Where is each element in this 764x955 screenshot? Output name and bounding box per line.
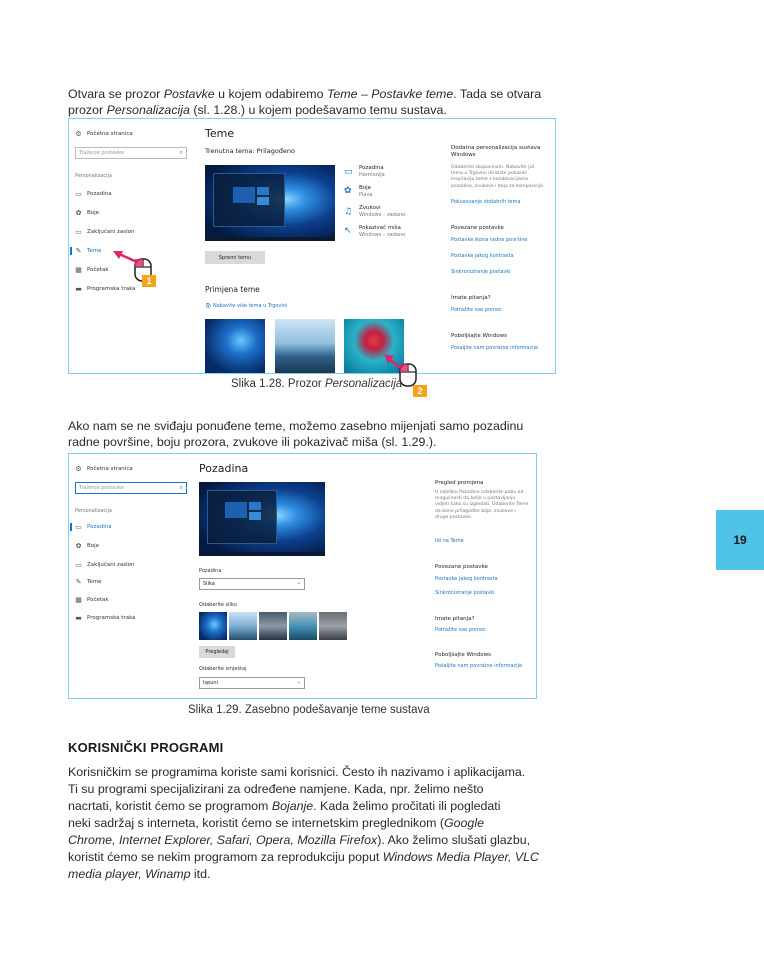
preview-title: Pregled promjena — [435, 480, 484, 486]
sidebar-item-background[interactable] — [75, 191, 112, 197]
preview-text: U odjeljku Pozadine odaberite pobu od mogućnosti da bolje u postavljanju vidjeti kako su izgledati. Odaberite Teme da bone prilagodite boje, zvukove i druge postavke. — [435, 490, 529, 520]
text-span: Windows Media Player, VLC — [382, 850, 539, 864]
sidebar-item-themes[interactable] — [75, 248, 102, 254]
question-title: Imate pitanja? — [435, 616, 475, 622]
more-themes-right-link[interactable]: Pokusovanje dodatnih tema — [451, 199, 521, 205]
sidebar-item-background[interactable] — [75, 524, 112, 530]
text-line: radne površine, boju prozora, zvukove ili pokazivač miša (sl. 1.29.). — [68, 435, 437, 449]
figure-1-caption — [231, 378, 402, 390]
search-icon: ⌕ — [179, 149, 183, 156]
caption-text: Slika 1.28. Prozor — [231, 378, 325, 390]
sidebar-item-label: Pozadina — [87, 524, 112, 530]
picture-thumbnail-5[interactable] — [319, 612, 347, 640]
text-line: Korisničkim se programima koriste sami korisnici. Često ih nazivamo i aplikacijama. — [68, 765, 526, 779]
related-settings-title: Povezane postavke — [435, 564, 488, 570]
improve-title: Poboljšajte Windows — [451, 333, 508, 339]
caption-text: Personalizacija — [324, 378, 403, 390]
option-sounds-value: Windows – zadano — [359, 212, 406, 218]
go-to-themes-link[interactable]: Idi na Teme — [435, 538, 464, 544]
sidebar-section-label: Personalizacija — [75, 173, 112, 179]
search-icon: ⌕ — [179, 484, 183, 491]
text-span: Bojanje — [271, 799, 314, 813]
improve-title: Poboljšajte Windows — [435, 652, 492, 658]
picture-thumbnail-1[interactable] — [199, 612, 227, 640]
lockscreen-icon: ▭ — [75, 228, 82, 236]
search-input[interactable] — [75, 147, 187, 159]
text-span: Personalizacija — [106, 103, 190, 117]
sidebar-item-label: Boje — [87, 543, 100, 549]
sync-settings-link[interactable]: Sinkroniziranje postavki — [451, 269, 511, 275]
high-contrast-link[interactable]: Postavke jakog kontrasta — [451, 253, 514, 259]
choose-fit-label: Odaberite smještaj — [199, 666, 247, 672]
palette-icon: ✿ — [344, 186, 352, 196]
background-type-label: Pozadina — [199, 568, 222, 574]
text-span: Otvara se prozor — [68, 87, 164, 101]
picture-icon: ▭ — [75, 523, 82, 531]
sidebar-item-colors[interactable] — [75, 210, 99, 216]
section-heading: KORISNIČKI PROGRAMI — [68, 740, 224, 755]
option-colors-label[interactable]: Boje — [359, 185, 372, 191]
sync-title: Dodatna personalizacija sustava Windows — [451, 145, 541, 158]
option-mouse-value: Windows – zadano — [359, 232, 406, 238]
question-title: Imate pitanja? — [451, 295, 491, 301]
background-preview-image — [199, 482, 325, 556]
option-background-label[interactable]: Pozadina — [359, 165, 384, 171]
theme-thumbnail-landscape[interactable] — [275, 319, 335, 373]
text-span: . Tada se otvara — [453, 87, 542, 101]
sidebar-item-lockscreen[interactable] — [75, 562, 135, 568]
text-line: Ako nam se ne sviđaju ponuđene teme, možemo zasebno mijenjati samo pozadinu — [68, 419, 524, 433]
text-span: Chrome, Internet Explorer, Safari, Opera, Mozilla Firefox — [68, 833, 378, 847]
theme-preview-image — [205, 165, 335, 241]
sidebar-item-label: Teme — [87, 248, 102, 254]
text-span: Teme – Postavke teme — [326, 87, 454, 101]
taskbar-icon: ▬ — [75, 285, 82, 293]
background-type-value: Slika — [203, 581, 215, 587]
get-help-link[interactable]: Potražite sve pomoć — [451, 307, 502, 313]
high-contrast-link[interactable]: Postavke jakog kontrasta — [435, 576, 498, 582]
paragraph-2 — [68, 418, 568, 450]
figure-2-caption: Slika 1.29. Zasebno podešavanje teme sustava — [188, 704, 430, 716]
picture-icon: ▭ — [344, 167, 353, 177]
feedback-link[interactable]: Pošaljite nam povratne informacije — [451, 345, 539, 351]
theme-thumbnail-windows[interactable] — [205, 319, 265, 373]
option-mouse-label[interactable]: Pokazivač miša — [359, 225, 401, 231]
gear-icon: ⚙ — [75, 465, 82, 473]
pointer-arrow-1 — [109, 245, 159, 295]
option-colors-value: Plava — [359, 192, 373, 198]
lockscreen-icon: ▭ — [75, 561, 82, 569]
brush-icon: ✎ — [75, 247, 82, 255]
sidebar-item-themes[interactable] — [75, 579, 102, 585]
text-line: Ti su programi specijalizirani za određene namjene. Kada, npr. želimo nešto — [68, 782, 484, 796]
fit-value: Ispuni — [203, 680, 218, 686]
text-span: itd. — [190, 867, 211, 881]
sidebar-item-start[interactable] — [75, 267, 109, 273]
intro-paragraph — [68, 86, 568, 118]
sync-settings-link[interactable]: Sinkroniziranje postavki — [435, 590, 495, 596]
text-span: . Kada želimo pročitati ili pogledati — [313, 799, 501, 813]
sidebar-item-colors[interactable] — [75, 543, 99, 549]
page-title: Pozadina — [199, 462, 249, 475]
text-span: prozor — [68, 103, 107, 117]
taskbar-icon: ▬ — [75, 614, 82, 622]
text-span: koristit ćemo se nekim programom za reprodukciju poput — [68, 850, 383, 864]
sidebar-home[interactable] — [75, 131, 133, 137]
paragraph-3 — [68, 764, 568, 883]
search-placeholder: Traženje postavke — [79, 485, 124, 491]
search-placeholder: Traženje postavke — [79, 150, 124, 156]
sidebar-item-label: Početak — [87, 597, 109, 603]
fit-select[interactable] — [199, 677, 305, 689]
sidebar-home-label: Početna stranica — [87, 131, 133, 137]
sound-icon: ♫ — [344, 207, 353, 217]
brush-icon: ✎ — [75, 578, 82, 586]
start-icon: ▦ — [75, 596, 82, 604]
palette-icon: ✿ — [75, 542, 82, 550]
browse-button[interactable]: Pregledaj — [199, 646, 235, 658]
option-background-value: Harmonija — [359, 172, 385, 178]
chevron-down-icon: ⌄ — [296, 580, 301, 586]
picture-thumbnail-4[interactable] — [289, 612, 317, 640]
text-span: neki sadržaj s interneta, koristit ćemo se internetskim preglednikom ( — [68, 816, 445, 830]
sidebar-item-taskbar[interactable] — [75, 615, 136, 621]
apply-theme-title: Primjena teme — [205, 285, 260, 294]
current-theme-label: Trenutna tema: Prilagođeno — [205, 147, 296, 155]
start-icon: ▦ — [75, 266, 82, 274]
picture-thumbnail-3[interactable] — [259, 612, 287, 640]
sidebar-item-label: Boje — [87, 210, 100, 216]
page-title: Teme — [205, 127, 235, 140]
text-span: u kojem odabiremo — [214, 87, 327, 101]
gear-icon: ⚙ — [75, 130, 82, 138]
step-badge-2: 2 — [413, 385, 427, 397]
text-span: ). Ako želimo slušati glazbu, — [377, 833, 531, 847]
sidebar-item-label: Teme — [87, 579, 102, 585]
text-span: Google — [444, 816, 484, 830]
related-settings-title: Povezane postavke — [451, 225, 504, 231]
text-span: media player, Winamp — [68, 867, 191, 881]
mouse-pointer-icon: ↖ — [344, 226, 352, 236]
sidebar-section-label: Personalizacija — [75, 508, 112, 514]
step-badge-1: 1 — [142, 275, 156, 287]
option-sounds-label[interactable]: Zvukovi — [359, 205, 381, 211]
search-input[interactable] — [75, 482, 187, 494]
sync-text: Odaberite skupovinom. Nabavite još tema u Trgovini da biste pokazali inspiraciju teme s kombinacijama pozadina, zvukova i boja za kompozicije. — [451, 165, 545, 189]
sidebar-item-label: Programska traka — [87, 286, 136, 292]
choose-picture-label: Odaberite sliku — [199, 602, 237, 608]
desktop-icons-link[interactable]: Postavke ikona radne površine — [451, 237, 528, 243]
sidebar-item-start[interactable] — [75, 597, 109, 603]
get-help-link[interactable]: Potražite sve pomoć — [435, 627, 486, 633]
chevron-down-icon: ⌄ — [296, 679, 301, 685]
more-themes-label: Nabavite više tema u Trgovini — [212, 303, 288, 309]
sidebar-item-label: Početak — [87, 267, 109, 273]
text-span: nacrtati, koristit ćemo se programom — [68, 799, 272, 813]
sidebar-home[interactable] — [75, 466, 133, 472]
page-number-tab — [716, 510, 764, 570]
sidebar-item-label: Zaključani zaslon — [87, 562, 135, 568]
feedback-link[interactable]: Pošaljite nam povratne informacije — [435, 663, 523, 669]
sidebar-item-label: Programska traka — [87, 615, 136, 621]
more-themes-link[interactable] — [205, 303, 287, 309]
sidebar-item-label: Zaključani zaslon — [87, 229, 135, 235]
text-span: Postavke — [163, 87, 215, 101]
text-span: (sl. 1.28.) u kojem podešavamo temu sustava. — [189, 103, 447, 117]
picture-icon: ▭ — [75, 190, 82, 198]
figure-themes-screenshot — [68, 118, 556, 374]
palette-icon: ✿ — [75, 209, 82, 217]
figure-background-screenshot — [68, 453, 537, 699]
sidebar-home-label: Početna stranica — [87, 466, 133, 472]
background-type-select[interactable] — [199, 578, 305, 590]
sidebar-item-label: Pozadina — [87, 191, 112, 197]
picture-thumbnail-2[interactable] — [229, 612, 257, 640]
save-theme-button[interactable]: Spremi temu — [205, 251, 265, 264]
page-number: 19 — [733, 533, 747, 547]
store-icon: 🛍 — [205, 303, 212, 309]
sidebar-item-lockscreen[interactable] — [75, 229, 135, 235]
